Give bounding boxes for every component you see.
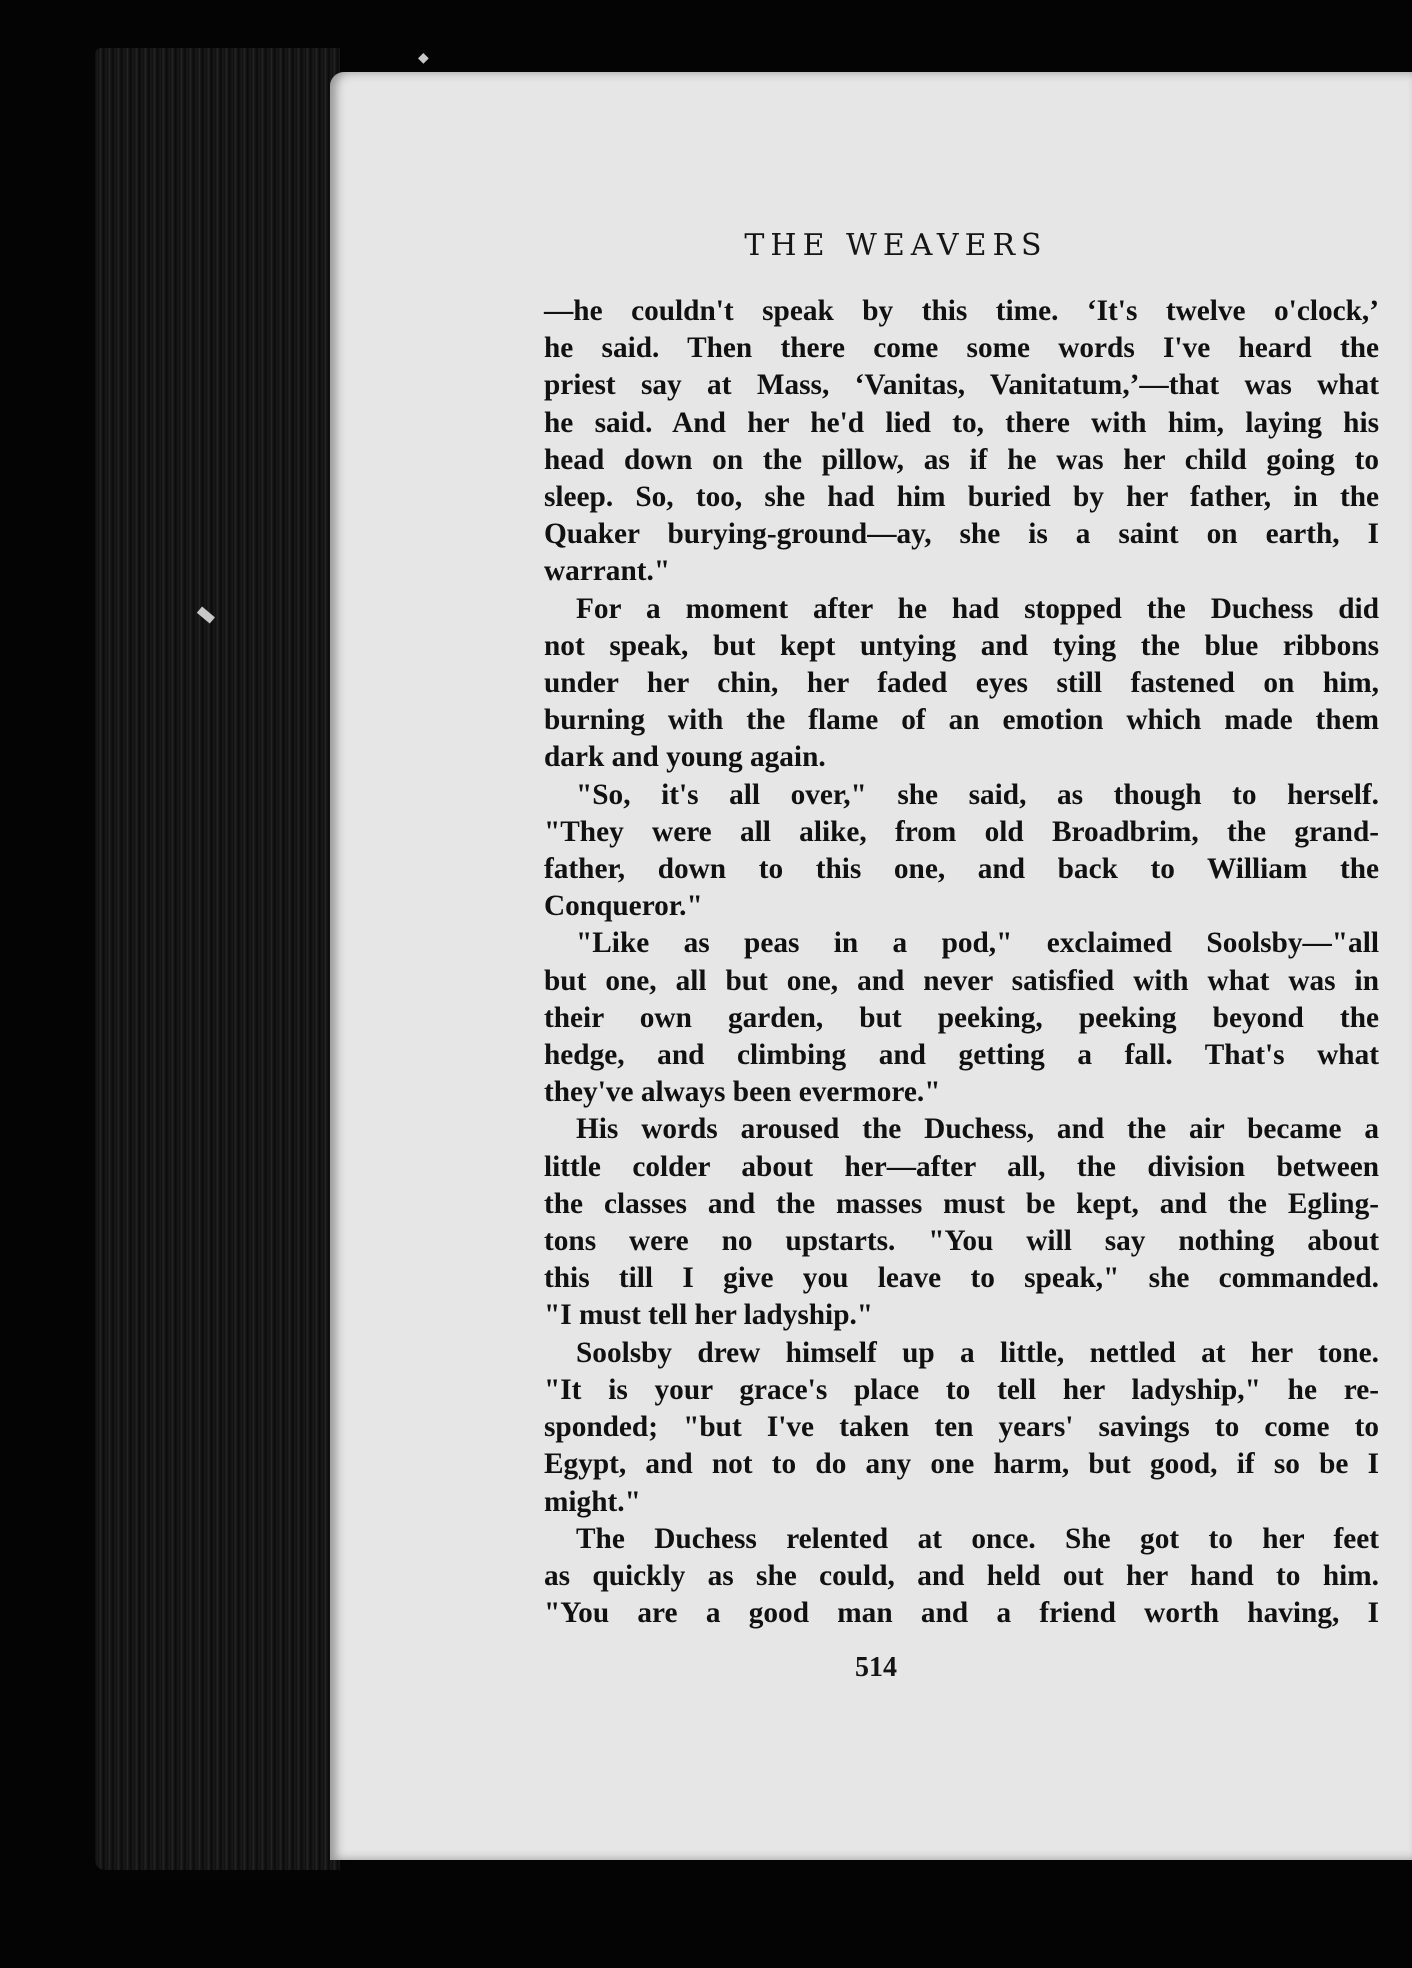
text-line: tons were no upstarts. "You will say nothing about <box>544 1225 1379 1258</box>
text-line: "They were all alike, from old Broadbrim, the grand- <box>544 815 1379 848</box>
text-line: "You are a good man and a friend worth having, I <box>544 1597 1379 1630</box>
text-line: this till I give you leave to speak," she commanded. <box>544 1262 1379 1295</box>
text-line: might." <box>544 1485 641 1518</box>
book-page <box>330 72 1412 1860</box>
text-line: "So, it's all over," she said, as though to herself. <box>576 778 1379 811</box>
text-line: Conqueror." <box>544 890 703 923</box>
text-line: father, down to this one, and back to William the <box>544 853 1379 886</box>
text-line: Quaker burying-ground—ay, she is a saint on earth, I <box>544 518 1379 551</box>
book-fore-edge <box>95 48 340 1870</box>
text-line: under her chin, her faded eyes still fastened on him, <box>544 667 1379 700</box>
text-line: The Duchess relented at once. She got to her feet <box>576 1522 1379 1555</box>
edge-speck: ◆ <box>418 50 429 66</box>
text-line: not speak, but kept untying and tying the blue ribbons <box>544 629 1379 662</box>
text-line: little colder about her—after all, the division between <box>544 1150 1379 1183</box>
text-line: "It is your grace's place to tell her ladyship," he re- <box>544 1373 1379 1406</box>
text-line: Soolsby drew himself up a little, nettled at her tone. <box>576 1336 1379 1369</box>
text-line: the classes and the masses must be kept, and the Egling- <box>544 1187 1379 1220</box>
running-head: THE WEAVERS <box>744 228 1048 263</box>
text-line: he said. Then there come some words I've heard the <box>544 332 1379 365</box>
text-line: as quickly as she could, and held out her hand to him. <box>544 1559 1379 1592</box>
text-line: sponded; "but I've taken ten years' savings to come to <box>544 1411 1379 1444</box>
text-line: head down on the pillow, as if he was her child going to <box>544 443 1379 476</box>
text-line: —he couldn't speak by this time. ‘It's twelve o'clock,’ <box>544 295 1379 327</box>
text-line: priest say at Mass, ‘Vanitas, Vanitatum,’—that was what <box>544 369 1379 402</box>
text-line: "I must tell her ladyship." <box>544 1299 874 1332</box>
text-line: hedge, and climbing and getting a fall. That's what <box>544 1039 1379 1072</box>
text-line: their own garden, but peeking, peeking beyond the <box>544 1001 1379 1034</box>
text-line: sleep. So, too, she had him buried by her father, in the <box>544 481 1379 514</box>
text-line: but one, all but one, and never satisfied with what was in <box>544 964 1379 997</box>
text-line: dark and young again. <box>544 741 826 774</box>
text-line: For a moment after he had stopped the Duchess did <box>576 592 1379 625</box>
text-line: Egypt, and not to do any one harm, but good, if so be I <box>544 1448 1379 1481</box>
text-line: he said. And her he'd lied to, there with him, laying his <box>544 406 1379 439</box>
text-line: His words aroused the Duchess, and the air became a <box>576 1113 1379 1146</box>
text-line: burning with the flame of an emotion which made them <box>544 704 1379 737</box>
edge-speck: ▬ <box>190 598 223 631</box>
text-line: they've always been evermore." <box>544 1076 941 1109</box>
text-line: warrant." <box>544 555 671 588</box>
text-line: "Like as peas in a pod," exclaimed Soolsby—"all <box>576 927 1379 960</box>
body-text <box>544 293 1379 1632</box>
page-number: 514 <box>855 1652 897 1683</box>
